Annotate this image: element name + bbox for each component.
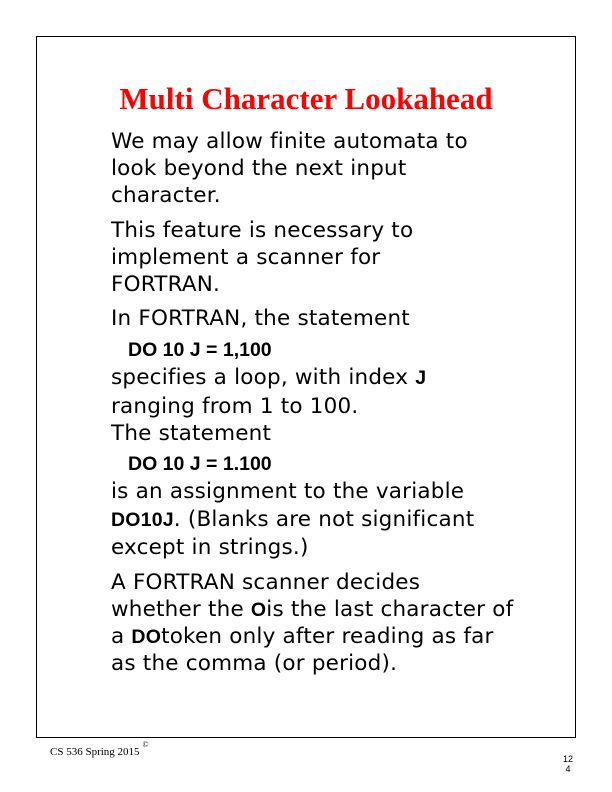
para6-code-do10j: DO10J (111, 509, 174, 531)
para7-line2-pre: whether the (111, 597, 251, 622)
para7-line3 (111, 623, 494, 651)
para4-line1 (111, 364, 426, 392)
slide-title: Multi Character Lookahead (119, 81, 493, 116)
para7-line1: A FORTRAN scanner decides (111, 570, 421, 595)
footer-course-text: CS 536 Spring 2015 (50, 746, 140, 758)
para1-line2: look beyond the next input (111, 156, 407, 181)
para5-line1: The statement (111, 421, 272, 446)
para6-line2 (111, 506, 474, 534)
para4-line1-text: specifies a loop, with index (111, 365, 416, 390)
para4-code-j: J (415, 367, 427, 389)
para1-line1: We may allow finite automata to (111, 129, 468, 154)
para1-line3: character. (111, 183, 221, 208)
para7-code-o: O (250, 599, 267, 621)
para4-line2: ranging from 1 to 100. (111, 394, 359, 419)
para6-line2-text: . (Blanks are not significant (173, 507, 475, 532)
para7-code-do: DO (131, 626, 162, 648)
para3-line1: In FORTRAN, the statement (111, 306, 410, 331)
code-statement-assignment: DO 10 J = 1.100 (128, 453, 272, 475)
page-number-top: 12 (562, 754, 573, 764)
para2-line2: implement a scanner for (111, 245, 381, 270)
para7-line4: as the comma (or period). (111, 651, 398, 676)
page-number-bottom: 4 (565, 764, 571, 774)
para2-line3: FORTRAN. (111, 272, 221, 297)
para7-line3-pre: a (111, 624, 132, 649)
para7-line2 (111, 596, 513, 624)
footer-page-number (556, 754, 580, 774)
para6-line3: except in strings.) (111, 535, 309, 560)
para2-line1: This feature is necessary to (111, 218, 414, 243)
code-statement-loop: DO 10 J = 1,100 (128, 339, 272, 361)
copyright-symbol: © (142, 740, 149, 749)
para7-line3-post: token only after reading as far (161, 624, 494, 649)
footer-course (50, 740, 149, 760)
para6-line1: is an assignment to the variable (111, 479, 465, 504)
para7-line2-post: is the last character of (266, 597, 514, 622)
